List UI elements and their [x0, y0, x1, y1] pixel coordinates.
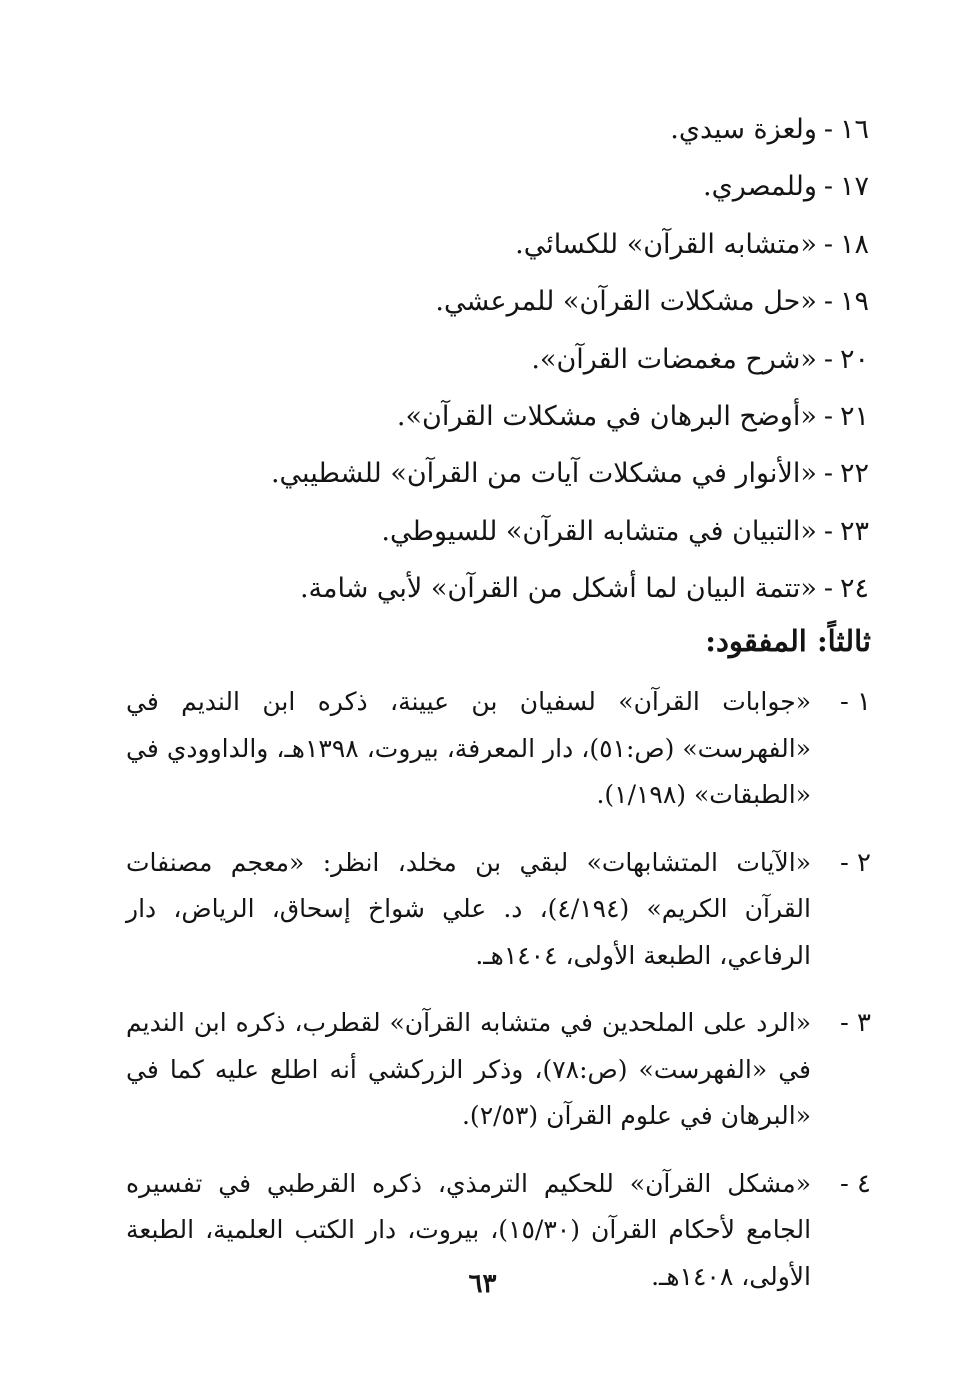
- item-text: «تتمة البيان لما أشكل من القرآن» لأبي شامة.: [299, 573, 817, 605]
- list-item: [249, 395, 869, 452]
- item-text: وللمصري.: [703, 171, 817, 203]
- item-dash: -: [823, 171, 833, 203]
- item-dash: -: [823, 228, 833, 260]
- item-text: «الأنوار في مشكلات آيات من القرآن» للشطيبي.: [270, 458, 817, 490]
- item-number: ١٧: [839, 171, 869, 203]
- item-number: ٢١: [839, 400, 869, 432]
- item-number: ١ -: [839, 687, 871, 717]
- item-text: «حل مشكلات القرآن» للمرعشي.: [435, 286, 817, 318]
- lost-works-list: [126, 679, 871, 1321]
- item-dash: -: [823, 573, 833, 605]
- list-item: [126, 840, 871, 980]
- item-text: «الرد على الملحدين في متشابه القرآن» لقطرب، ذكره ابن النديم في «الفهرست» (ص:٧٨)، وذكر الزركشي أنه اطلع عليه كما في «البرهان في علوم القرآن (٢/٥٣).: [126, 1008, 811, 1130]
- item-text: «متشابه القرآن» للكسائي.: [515, 228, 817, 260]
- list-item: [249, 108, 869, 165]
- page-number: ٦٣: [468, 1269, 497, 1299]
- list-item: [126, 679, 871, 819]
- item-text: «التبيان في متشابه القرآن» للسيوطي.: [381, 515, 817, 547]
- item-dash: -: [823, 114, 833, 145]
- item-number: ٢٣: [839, 515, 869, 547]
- item-text: «الآيات المتشابهات» لبقي بن مخلد، انظر: «معجم مصنفات القرآن الكريم» (٤/١٩٤)، د. علي شواخ إسحاق، الرياض، دار الرفاعي، الطبعة الأولى، ١٤٠٤هـ.: [126, 847, 811, 970]
- list-item: [249, 223, 869, 280]
- list-item: [249, 280, 869, 337]
- existing-works-list: [249, 108, 869, 625]
- item-dash: -: [823, 343, 833, 375]
- item-number: ١٩: [839, 286, 869, 318]
- item-dash: -: [823, 458, 833, 490]
- list-item: [249, 452, 869, 509]
- section-heading: ثالثاً: المفقود:: [705, 624, 871, 658]
- item-text: «مشكل القرآن» للحكيم الترمذي، ذكره القرطبي في تفسيره الجامع لأحكام القرآن (١٥/٣٠)، بيروت، دار الكتب العلمية، الطبعة الأولى، ١٤٠٨هـ.: [126, 1168, 812, 1291]
- list-item: [249, 567, 869, 624]
- item-number: ٣ -: [839, 1008, 871, 1038]
- list-item: [126, 1000, 871, 1140]
- item-number: ٤ -: [839, 1168, 871, 1199]
- list-item: [249, 165, 869, 222]
- item-dash: -: [823, 400, 833, 432]
- item-text: «شرح مغمضات القرآن».: [531, 343, 817, 375]
- item-text: «جوابات القرآن» لسفيان بن عيينة، ذكره ابن النديم في «الفهرست» (ص:٥١)، دار المعرفة، بيروت، ١٣٩٨هـ، والداوودي في «الطبقات» (١/١٩٨).: [126, 687, 812, 809]
- item-number: ٢ -: [839, 847, 871, 878]
- item-number: ٢٢: [839, 458, 869, 490]
- list-item: [249, 338, 869, 395]
- item-number: ١٨: [839, 228, 869, 260]
- list-item: [249, 510, 869, 567]
- item-number: ٢٤: [839, 573, 869, 605]
- item-text: ولعزة سيدي.: [670, 114, 817, 145]
- item-dash: -: [823, 515, 833, 547]
- item-number: ٢٠: [839, 343, 869, 375]
- item-dash: -: [823, 286, 833, 318]
- item-number: ١٦: [839, 114, 869, 145]
- item-text: «أوضح البرهان في مشكلات القرآن».: [396, 400, 817, 432]
